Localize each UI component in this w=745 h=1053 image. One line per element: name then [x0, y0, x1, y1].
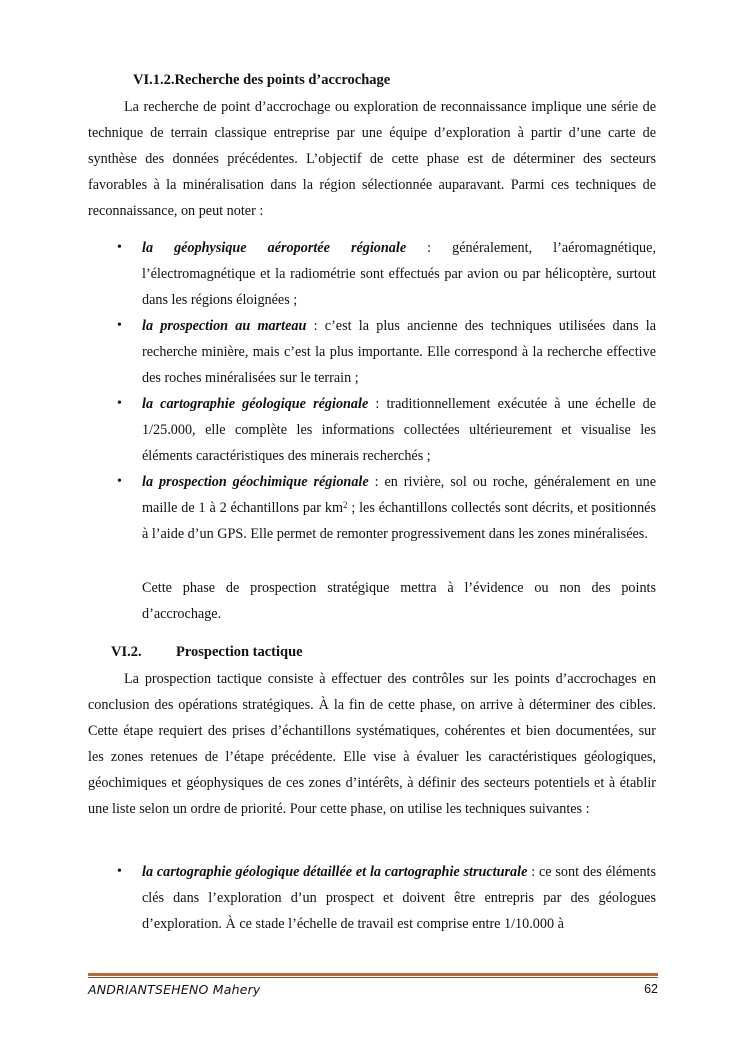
- list-item: [142, 391, 656, 469]
- list-item: [142, 235, 656, 313]
- section-title-vi-2: Prospection tactique: [176, 644, 303, 660]
- section-number-vi-2: VI.2.: [111, 644, 142, 660]
- tactical-intro-paragraph: La prospection tactique consiste à effectuer des contrôles sur les points d’accrochages en conclusion des opérations stratégiques. À la fin de cette phase, on arrive à déterminer des cibles. Cette étape requiert des prises d’échantillons systématiques, cohérentes et bien documentées, sur les zones retenues de l’étape précédente. Elle vise à évaluer les caractéristiques géologiques, géochimiques et géophysiques de ces zones d’intérêts, à définir des secteurs potentiels et à établir une liste selon un ordre de priorité. Pour cette phase, on utilise les techniques suivantes :: [88, 671, 656, 817]
- technique-list: [142, 235, 656, 547]
- superscript: 2: [343, 500, 348, 510]
- list-item-term: la cartographie géologique régionale: [142, 396, 369, 412]
- list-item: [142, 469, 656, 547]
- tactical-technique-list: [142, 859, 656, 937]
- section-heading-vi-1-2: VI.1.2.Recherche des points d’accrochage: [133, 72, 391, 88]
- list-item-text: : traditionnellement exécutée à une échelle de 1/25.000, elle complète les informations collectées ultérieurement et visualise les éléments caractéristiques des minerais recherchés ;: [142, 396, 656, 464]
- footer-rule: [88, 973, 658, 976]
- list-item-text: : ce sont des éléments clés dans l’exploration d’un prospect et doivent être entrepris par des géologues d’exploration. À ce stade l’échelle de travail est comprise entre 1/10.000 à: [142, 864, 657, 932]
- list-item-text: ; les échantillons collectés sont décrits, et positionnés à l’aide d’un GPS. Elle permet de remonter progressivement dans les zones minéralisées.: [142, 500, 656, 542]
- list-item: [142, 313, 656, 391]
- list-item-term: la prospection au marteau: [142, 318, 307, 334]
- list-item-text: : généralement, l’aéromagnétique, l’électromagnétique et la radiométrie sont effectués par avion ou par hélicoptère, surtout dans les régions éloignées ;: [142, 240, 656, 308]
- list-item-term: la prospection géochimique régionale: [142, 474, 369, 490]
- intro-paragraph: La recherche de point d’accrochage ou exploration de reconnaissance implique une série de technique de terrain classique entreprise par une équipe d’exploration à partir d’une carte de synthèse des données précédentes. L’objectif de cette phase est de déterminer des secteurs favorables à la minéralisation dans la région sélectionnée auparavant. Parmi ces techniques de reconnaissance, on peut noter :: [88, 99, 656, 219]
- list-item-term: la géophysique aéroportée régionale: [142, 240, 407, 256]
- list-item-text: : en rivière, sol ou roche, généralement en une maille de 1 à 2 échantillons par km: [142, 474, 656, 516]
- list-item-term: la cartographie géologique détaillée et la cartographie structurale: [142, 864, 528, 880]
- page-number: 62: [644, 982, 658, 996]
- footer-rule-thin: [88, 977, 658, 978]
- footer-author: ANDRIANTSEHENO Mahery: [88, 982, 261, 997]
- closing-paragraph: Cette phase de prospection stratégique mettra à l’évidence ou non des points d’accrochage.: [142, 580, 656, 622]
- list-item-text: : c’est la plus ancienne des techniques utilisées dans la recherche minière, mais c’est la plus importante. Elle correspond à la recherche effective des roches minéralisées sur le terrain ;: [142, 318, 656, 386]
- list-item: [142, 859, 656, 937]
